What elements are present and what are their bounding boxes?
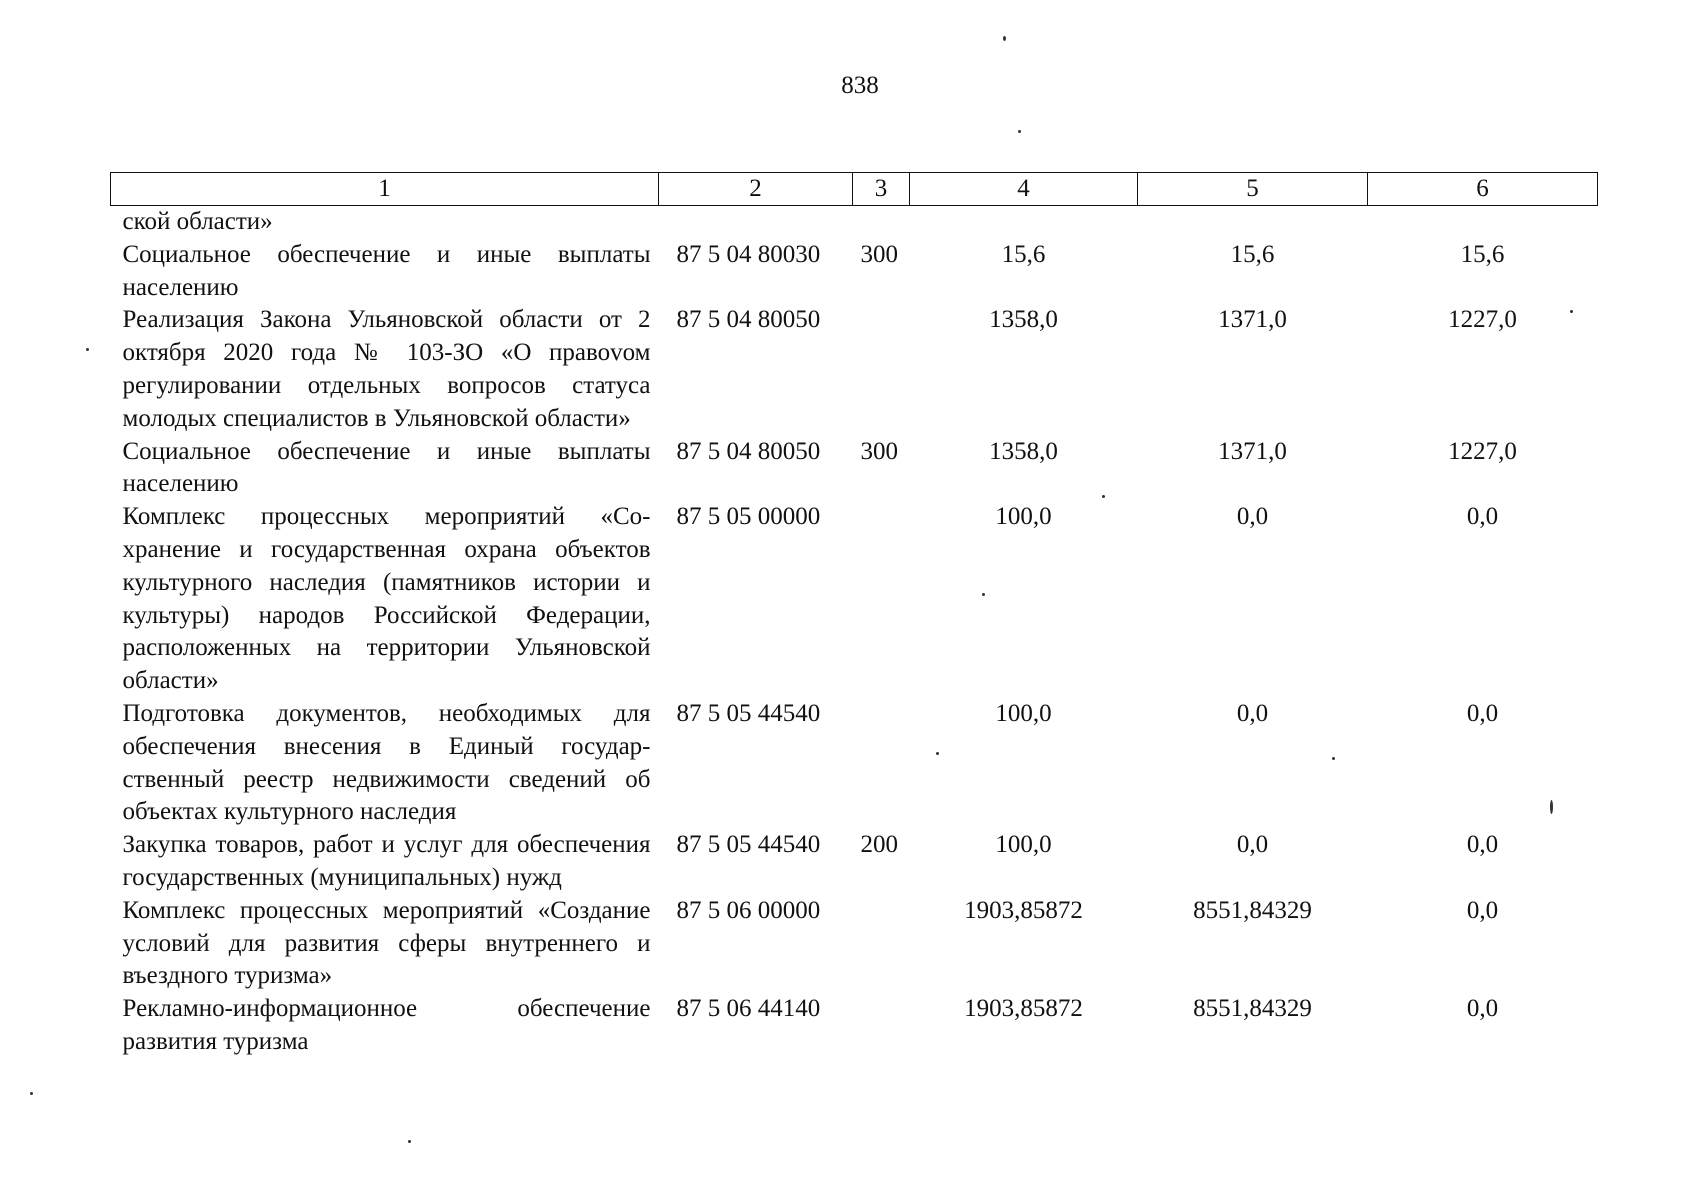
row-value-4: 1358,0 [989,437,1058,465]
row-code: 87 5 06 00000 [676,896,821,924]
row-name: Реализация Закона Ульяновской области от 2 октября 2020 года № 103-ЗО «О правоvом регулировании отдельных вопросов статуса молодых специалистов в Ульяновской области» [122,306,651,432]
row-value-4: 100,0 [995,831,1052,859]
row-value-4: 1903,85872 [964,995,1083,1023]
scan-speck [1003,36,1006,41]
table-row [111,436,1598,502]
scan-speck [1102,495,1105,498]
row-type: 300 [860,437,898,465]
header-col-5: 5 [1138,173,1368,206]
row-value-4: 15,6 [1001,240,1046,268]
row-type [853,993,910,1059]
row-name: ской области» [122,208,273,235]
row-name: Подготовка документов, необходимых для обеспечения внесения в Единый государственный реестр недвижимости сведений об объектах культурного наследия [122,699,651,826]
header-col-6: 6 [1368,173,1598,206]
row-value-6: 1227,0 [1448,437,1517,465]
table-row [111,829,1598,895]
row-value-6: 0,0 [1466,503,1499,531]
row-value-6: 15,6 [1460,240,1505,268]
scan-speck [1550,800,1553,814]
row-code: 87 5 04 80050 [676,437,821,465]
scan-speck [982,593,985,596]
row-value-5: 1371,0 [1218,306,1287,334]
row-value-6: 0,0 [1466,699,1499,727]
row-type [853,698,910,829]
scan-speck [936,752,939,755]
scan-speck [1332,757,1335,760]
header-col-3: 3 [853,173,910,206]
row-value-6 [1368,206,1598,239]
row-name: Закупка товаров, работ и услуг для обеспечения государственных (муниципальных) нужд [122,831,651,891]
row-value-5: 0,0 [1236,831,1269,859]
row-value-5: 0,0 [1236,503,1269,531]
row-value-6: 0,0 [1466,896,1499,924]
table-row [111,895,1598,993]
row-name: Комплекс процессных мероприятий «Сохранение и государственная охрана объектов культурного наследия (памятников истории и культуры) народов Российской Федерации, расположенных на территории Ульяновской области» [122,503,651,695]
row-code: 87 5 05 44540 [676,699,821,727]
row-value-5 [1138,206,1368,239]
row-code [659,206,853,239]
scan-speck [86,348,89,351]
table-row [111,501,1598,698]
table-row [111,304,1598,435]
row-name: Рекламно-информационное обеспечение развития туризма [122,995,651,1055]
table-row [111,239,1598,305]
row-value-6: 0,0 [1466,831,1499,859]
table-row [111,206,1598,239]
header-col-4: 4 [910,173,1138,206]
row-type [853,501,910,698]
row-value-5: 8551,84329 [1193,896,1312,924]
header-row [111,173,1598,206]
row-value-6: 0,0 [1466,995,1499,1023]
row-value-4 [910,206,1138,239]
table-row [111,993,1598,1059]
budget-table [110,172,1598,1059]
header-col-1: 1 [111,173,659,206]
row-value-5: 8551,84329 [1193,995,1312,1023]
row-code: 87 5 04 80030 [676,240,821,268]
table-body [111,206,1598,1059]
row-name: Комплекс процессных мероприятий «Создание условий для развития сферы внутреннего и въездного туризма» [122,896,651,990]
row-type: 200 [860,831,898,859]
row-code: 87 5 06 44140 [676,995,821,1023]
scan-speck [1570,310,1573,313]
row-value-5: 15,6 [1230,240,1275,268]
row-name: Социальное обеспечение и иные выплаты населению [122,437,651,498]
scan-speck [30,1092,33,1095]
row-type: 300 [860,240,898,268]
row-value-5: 1371,0 [1218,437,1287,465]
row-code: 87 5 05 44540 [676,831,821,859]
row-value-4: 1358,0 [989,306,1058,334]
row-type [853,206,910,239]
row-value-4: 100,0 [995,503,1052,531]
row-value-4: 1903,85872 [964,896,1083,924]
scan-speck [408,1140,411,1143]
row-code: 87 5 05 00000 [676,503,821,531]
row-type [853,304,910,435]
row-value-5: 0,0 [1236,699,1269,727]
row-type [853,895,910,993]
row-value-4: 100,0 [995,699,1052,727]
scan-speck [1018,130,1021,133]
row-name: Социальное обеспечение и иные выплаты населению [122,240,651,301]
page-number: 838 [841,72,879,99]
table-header [111,173,1598,206]
table-row [111,698,1598,829]
row-value-6: 1227,0 [1448,306,1517,334]
header-col-2: 2 [659,173,853,206]
row-code: 87 5 04 80050 [676,306,821,334]
